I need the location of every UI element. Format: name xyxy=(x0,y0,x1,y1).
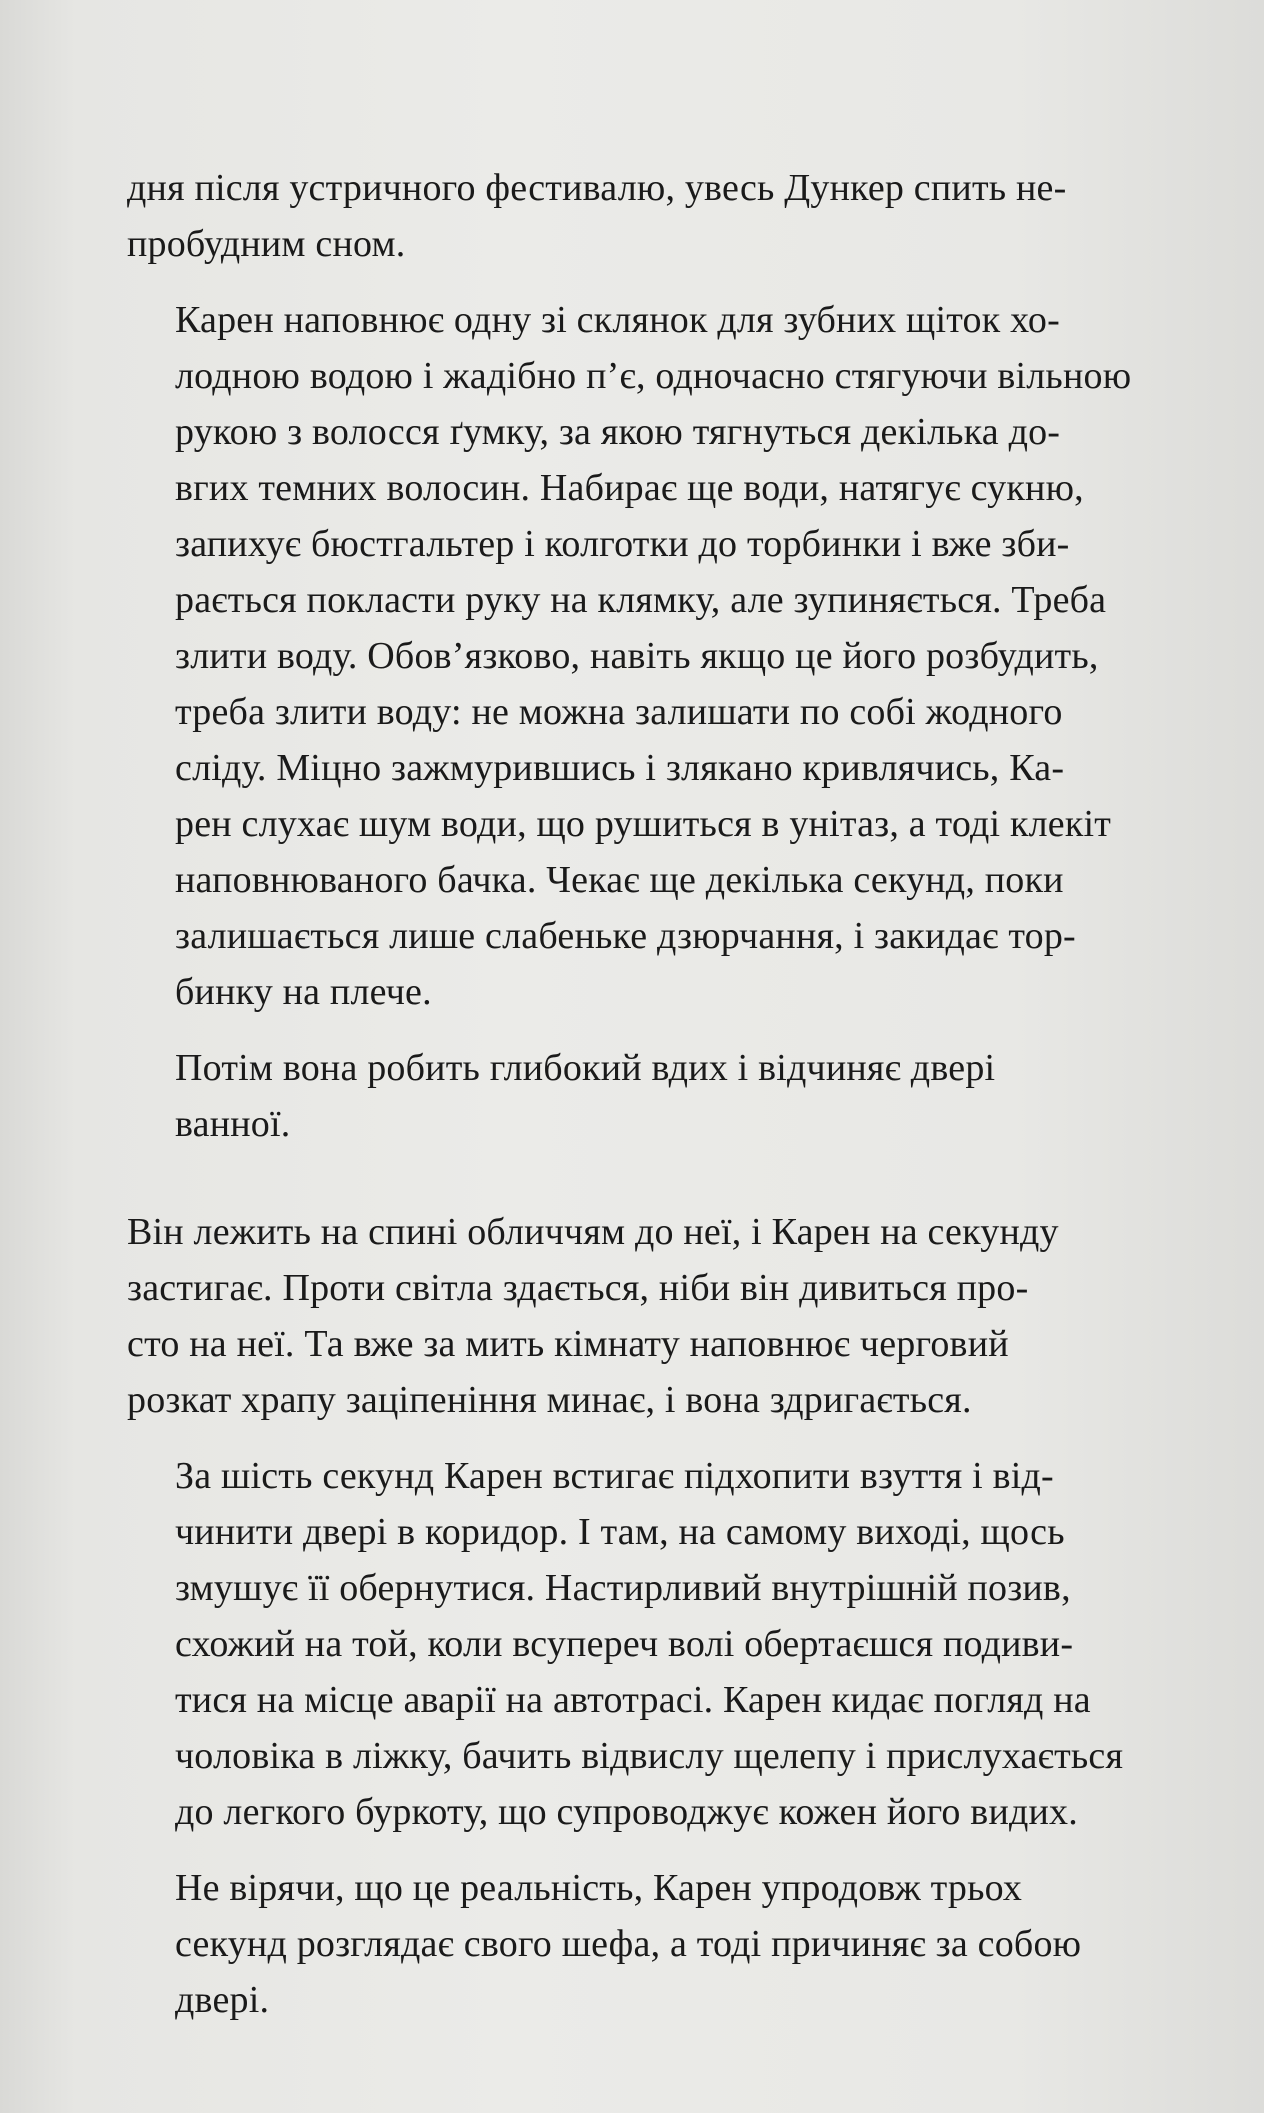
text-line: Карен наповнює одну зі склянок для зубних щіток хо- xyxy=(175,299,1060,341)
text-line: пробудним сном. xyxy=(127,223,406,265)
paragraph-4 xyxy=(127,1204,1152,1428)
text-line: секунд розглядає свого шефа, а тоді причиняє за собою xyxy=(175,1923,1082,1965)
text-line: сліду. Міцно зажмурившись і злякано кривлячись, Ка- xyxy=(175,747,1065,789)
text-line: Він лежить на спині обличчям до неї, і Карен на секунду xyxy=(127,1211,1059,1253)
text-line: рен слухає шум води, що рушиться в унітаз, а тоді клекіт xyxy=(175,803,1112,845)
paragraph-6 xyxy=(127,1860,1152,2028)
text-line: треба злити воду: не можна залишати по собі жодного xyxy=(175,691,1063,733)
text-line: залишається лише слабеньке дзюрчання, і закидає тор- xyxy=(175,915,1076,957)
text-line: рукою з волосся ґумку, за якою тягнуться декілька до- xyxy=(175,411,1061,453)
paragraph-3 xyxy=(127,1040,1152,1152)
text-line: запихує бюстгальтер і колготки до торбинки і вже зби- xyxy=(175,523,1070,565)
text-line: до легкого буркоту, що супроводжує кожен його видих. xyxy=(175,1791,1078,1833)
text-line: змушує її обернутися. Настирливий внутрішній позив, xyxy=(175,1567,1071,1609)
section-break xyxy=(127,1152,1152,1204)
book-page xyxy=(127,160,1152,2028)
text-line: сто на неї. Та вже за мить кімнату наповнює черговий xyxy=(127,1323,1009,1365)
text-line: лодною водою і жадібно п’є, одночасно стягуючи вільною xyxy=(175,355,1132,397)
text-line: злити воду. Обов’язково, навіть якщо це його розбудить, xyxy=(175,635,1099,677)
text-line: наповнюваного бачка. Чекає ще декілька секунд, поки xyxy=(175,859,1064,901)
text-line: чоловіка в ліжку, бачить відвислу щелепу і прислухається xyxy=(175,1735,1124,1777)
text-line: розкат храпу заціпеніння минає, і вона здригається. xyxy=(127,1379,972,1421)
paragraph-5 xyxy=(127,1448,1152,1840)
text-line: вгих темних волосин. Набирає ще води, натягує сукню, xyxy=(175,467,1084,509)
text-line: дня після устричного фестивалю, увесь Дункер спить не- xyxy=(127,167,1067,209)
text-line: двері. xyxy=(175,1979,270,2021)
text-line: рається покласти руку на клямку, але зупиняється. Треба xyxy=(175,579,1107,621)
paragraph-2 xyxy=(127,292,1152,1020)
text-line: бинку на плече. xyxy=(175,971,432,1013)
text-line: Потім вона робить глибокий вдих і відчиняє двері xyxy=(175,1047,996,1089)
text-line: схожий на той, коли всупереч волі обертаєшся подиви- xyxy=(175,1623,1074,1665)
text-line: ванної. xyxy=(175,1103,291,1145)
paragraph-1 xyxy=(127,160,1152,272)
text-line: За шість секунд Карен встигає підхопити взуття і від- xyxy=(175,1455,1054,1497)
text-line: застигає. Проти світла здається, ніби він дивиться про- xyxy=(127,1267,1029,1309)
text-line: Не вірячи, що це реальність, Карен упродовж трьох xyxy=(175,1867,1023,1909)
text-line: тися на місце аварії на автотрасі. Карен кидає погляд на xyxy=(175,1679,1091,1721)
text-line: чинити двері в коридор. І там, на самому виході, щось xyxy=(175,1511,1065,1553)
